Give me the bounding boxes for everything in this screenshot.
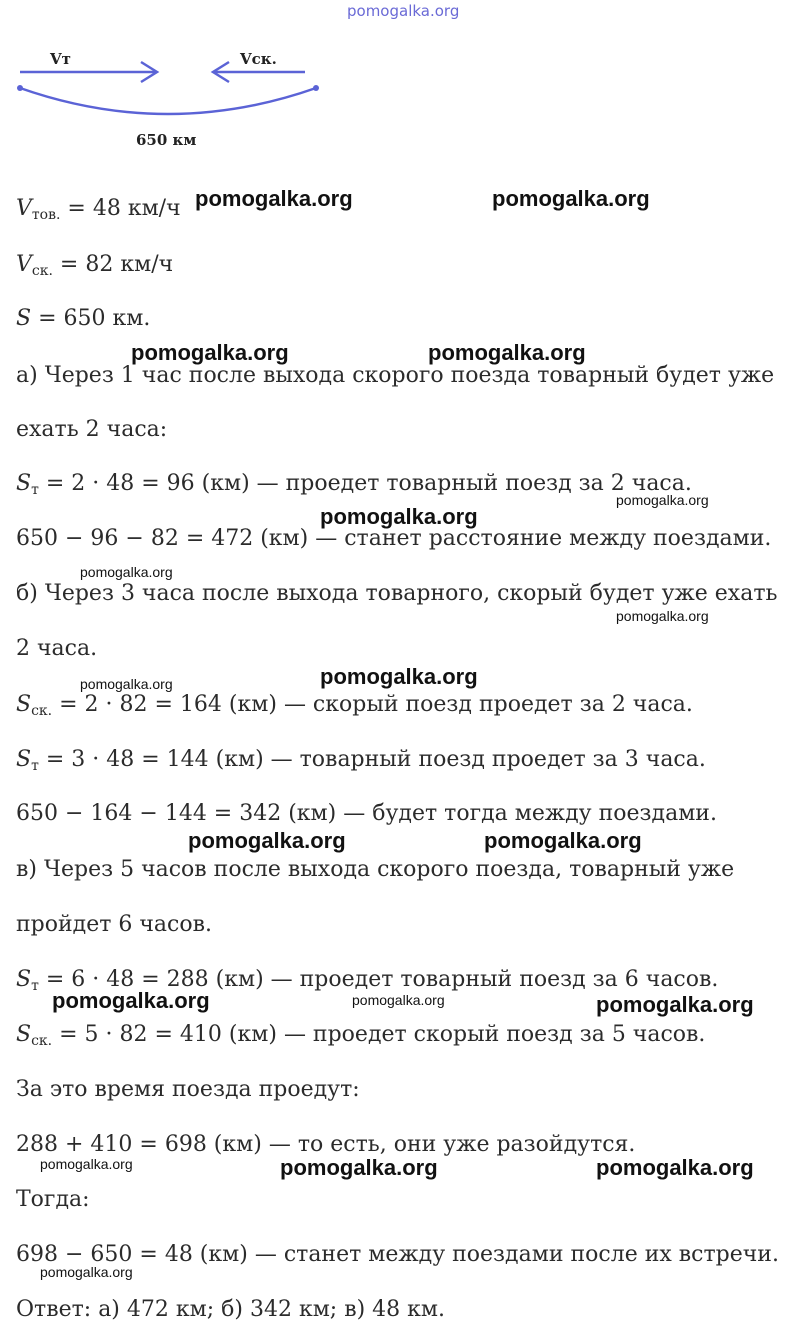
given-distance: S = 650 км. — [16, 306, 151, 331]
part-b-line1: б) Через 3 часа после выхода товарного, скорый будет уже ехать — [16, 581, 778, 606]
watermark-small: pomogalka.org — [40, 1156, 133, 1172]
watermark-small: pomogalka.org — [40, 1264, 133, 1280]
watermark: pomogalka.org — [596, 992, 754, 1017]
watermark: pomogalka.org — [131, 340, 289, 365]
part-a-line1: а) Через 1 час после выхода скорого поезда товарный будет уже — [16, 363, 775, 388]
start-point — [17, 85, 23, 91]
end-point — [313, 85, 319, 91]
part-b-eq1: $S_{ск.} = 2 \cdot 82 = 164$ (км) — скорый поезд проедет за 2 часа. — [16, 692, 693, 719]
watermark: pomogalka.org — [484, 828, 642, 853]
watermark-small: pomogalka.org — [80, 564, 173, 580]
watermark: pomogalka.org — [428, 340, 586, 365]
part-c-line4: Тогда: — [16, 1187, 90, 1212]
label-v-express: Vск. — [240, 50, 277, 68]
distance-arc — [20, 88, 316, 114]
part-c-eq3: 288 + 410 = 698 (км) — то есть, они уже разойдутся. — [16, 1132, 636, 1157]
watermark: pomogalka.org — [280, 1155, 438, 1180]
watermark-small: pomogalka.org — [616, 608, 709, 624]
watermark-small: pomogalka.org — [352, 992, 445, 1008]
watermark-small: pomogalka.org — [80, 676, 173, 692]
part-c-eq4: 698 − 650 = 48 (км) — станет между поездами после их встречи. — [16, 1242, 779, 1267]
part-a-eq1: $S_т = 2 \cdot 48 = 96$ (км) — проедет товарный поезд за 2 часа. — [16, 471, 692, 498]
part-c-eq2: $S_{ск.} = 5 \cdot 82 = 410$ (км) — проедет скорый поезд за 5 часов. — [16, 1022, 706, 1049]
watermark: pomogalka.org — [596, 1155, 754, 1180]
watermark: pomogalka.org — [320, 664, 478, 689]
label-distance: 650 км — [136, 131, 197, 149]
watermark: pomogalka.org — [492, 186, 650, 211]
watermark: pomogalka.org — [320, 504, 478, 529]
watermark: pomogalka.org — [195, 186, 353, 211]
watermark-small: pomogalka.org — [616, 492, 709, 508]
watermark-top: pomogalka.org — [347, 2, 460, 20]
part-b-eq2: $S_т = 3 \cdot 48 = 144$ (км) — товарный поезд проедет за 3 часа. — [16, 747, 706, 774]
part-c-line2: пройдет 6 часов. — [16, 912, 212, 937]
watermark: pomogalka.org — [188, 828, 346, 853]
part-c-eq1: $S_т = 6 \cdot 48 = 288$ (км) — проедет товарный поезд за 6 часов. — [16, 967, 719, 994]
label-v-freight: Vт — [50, 50, 71, 68]
answer: Ответ: а) 472 км; б) 342 км; в) 48 км. — [16, 1297, 446, 1322]
given-v-express: $V_{ск.} = 82$ км/ч — [16, 252, 174, 279]
part-b-line2: 2 часа. — [16, 636, 98, 661]
part-c-line3: За это время поезда проедут: — [16, 1077, 360, 1102]
part-c-line1: в) Через 5 часов после выхода скорого поезда, товарный уже — [16, 857, 735, 882]
part-a-eq2: 650 − 96 − 82 = 472 (км) — станет расстояние между поездами. — [16, 526, 772, 551]
part-b-eq3: 650 − 164 − 144 = 342 (км) — будет тогда между поездами. — [16, 801, 717, 826]
part-a-line2: ехать 2 часа: — [16, 417, 168, 442]
given-v-freight: $V_{тов.} = 48$ км/ч — [16, 196, 181, 223]
trains-diagram — [0, 30, 340, 155]
watermark: pomogalka.org — [52, 988, 210, 1013]
